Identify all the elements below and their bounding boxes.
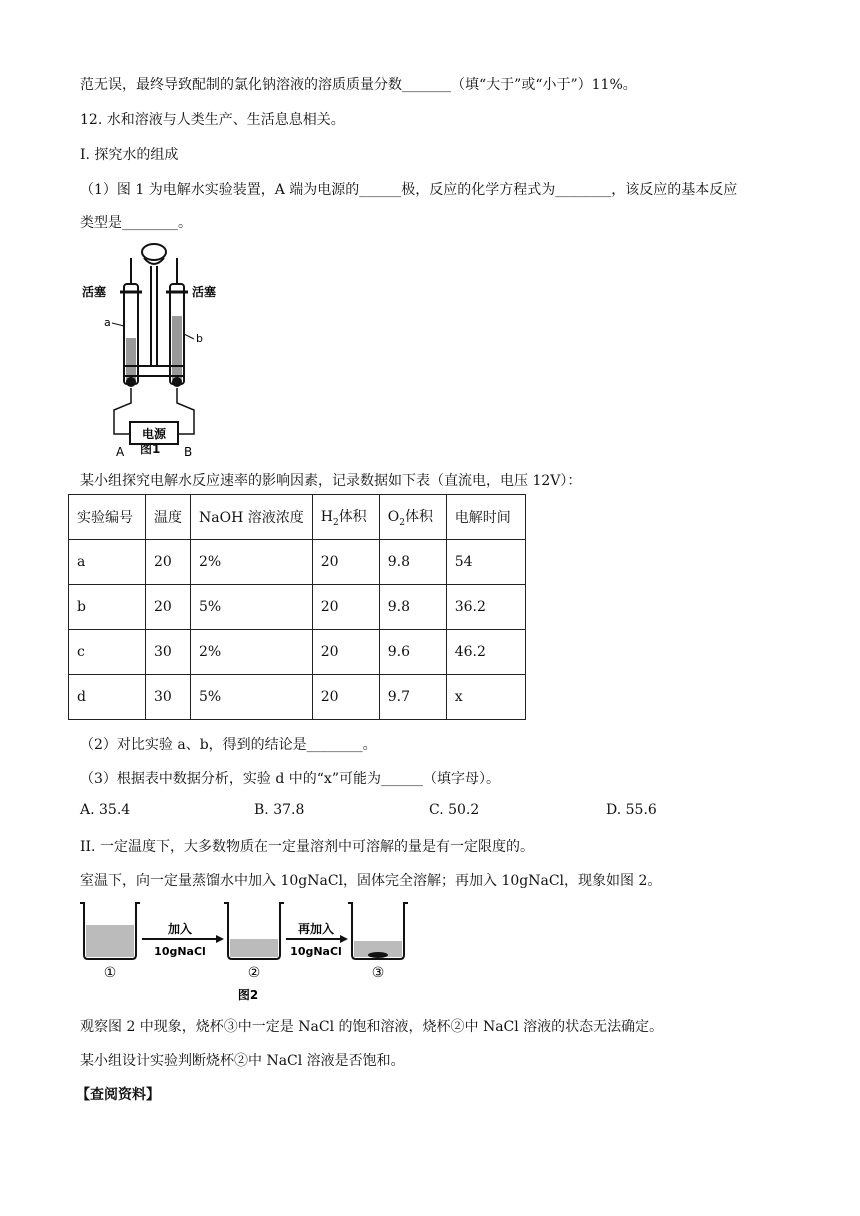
table-cell: 20 (312, 630, 379, 675)
table-cell: 30 (146, 675, 191, 720)
header-cell: 温度 (146, 495, 191, 540)
table-cell: 20 (312, 675, 379, 720)
header-cell: 电解时间 (446, 495, 525, 540)
table-cell: 20 (312, 585, 379, 630)
table-cell: 30 (146, 630, 191, 675)
table-header-row (69, 495, 526, 540)
table-intro: 某小组探究电解水反应速率的影响因素，记录数据如下表（直流电，电压 12V）： (80, 473, 582, 489)
power-label: 电源 (141, 427, 167, 441)
figure-2-caption: 图2 (237, 988, 259, 1002)
tube-b-label: b (196, 332, 203, 345)
option-c: C. 50.2 (429, 802, 480, 818)
header-cell: $H_2$体积 (312, 495, 379, 540)
section-1-title: I. 探究水的组成 (80, 147, 179, 163)
data-table (68, 494, 526, 720)
table-cell: a (69, 540, 146, 585)
table-row (69, 675, 526, 720)
beaker-2-label: ② (247, 965, 261, 981)
table-cell: 2% (191, 630, 313, 675)
figure-2-beakers (76, 895, 416, 1005)
table-cell: 46.2 (446, 630, 525, 675)
table-row (69, 540, 526, 585)
reference-heading: 【查阅资料】 (76, 1087, 160, 1103)
stopcock-right-label: 活塞 (192, 285, 217, 299)
experiment-design-text: 某小组设计实验判断烧杯②中 NaCl 溶液是否饱和。 (80, 1053, 405, 1069)
section-2-text: 室温下，向一定量蒸馏水中加入 10gNaCl，固体完全溶解；再加入 10gNaCl，现象如图 2。 (80, 873, 662, 889)
option-b: B. 37.8 (254, 802, 305, 818)
table-cell: 5% (191, 675, 313, 720)
table-cell: 9.8 (379, 540, 446, 585)
table-cell: 54 (446, 540, 525, 585)
table-cell: 20 (312, 540, 379, 585)
line-1: 范无误，最终导致配制的氯化钠溶液的溶质质量分数_______（填“大于”或“小于”）11%。 (80, 77, 637, 93)
pole-a-label: A (116, 445, 125, 459)
figure-1-electrolysis-apparatus (80, 238, 230, 462)
question-3-text: （3）根据表中数据分析，实验 d 中的“x”可能为______（填字母）。 (80, 771, 500, 787)
beaker-1-label: ① (103, 965, 117, 981)
header-cell: $O_2$体积 (379, 495, 446, 540)
table-cell: c (69, 630, 146, 675)
option-d: D. 55.6 (606, 802, 657, 818)
table-cell: 9.7 (379, 675, 446, 720)
question-12-title: 12. 水和溶液与人类生产、生活息息相关。 (80, 112, 345, 128)
figure-1-caption: 图1 (140, 442, 161, 456)
table-cell: 9.8 (379, 585, 446, 630)
table-cell: 9.6 (379, 630, 446, 675)
table-cell: b (69, 585, 146, 630)
table-cell: 20 (146, 585, 191, 630)
header-cell: 实验编号 (69, 495, 146, 540)
table-cell: 2% (191, 540, 313, 585)
pole-b-label: B (184, 445, 193, 459)
table-cell: 5% (191, 585, 313, 630)
question-2-text: （2）对比实验 a、b，得到的结论是________。 (80, 737, 377, 753)
arrow-1-bottom-label: 10gNaCl (154, 945, 206, 958)
question-1-text: （1）图 1 为电解水实验装置，A 端为电源的______极，反应的化学方程式为________，该反应的基本反应 (80, 182, 738, 198)
arrow-2-bottom-label: 10gNaCl (290, 945, 342, 958)
table-row (69, 630, 526, 675)
table-cell: 20 (146, 540, 191, 585)
tube-a-label: a (104, 316, 111, 329)
table-cell: 36.2 (446, 585, 525, 630)
header-cell: NaOH 溶液浓度 (191, 495, 313, 540)
option-a: A. 35.4 (80, 802, 131, 818)
table-row (69, 585, 526, 630)
table-cell: x (446, 675, 525, 720)
stopcock-left-label: 活塞 (82, 285, 107, 299)
arrow-2-top-label: 再加入 (297, 922, 335, 936)
section-2-title: II. 一定温度下，大多数物质在一定量溶剂中可溶解的量是有一定限度的。 (80, 839, 534, 855)
table-cell: d (69, 675, 146, 720)
beaker-3-label: ③ (371, 965, 385, 981)
question-1-text-cont: 类型是________。 (80, 215, 192, 231)
observation-text: 观察图 2 中现象，烧杯③中一定是 NaCl 的饱和溶液，烧杯②中 NaCl 溶液的状态无法确定。 (80, 1019, 664, 1035)
arrow-1-top-label: 加入 (167, 922, 193, 936)
